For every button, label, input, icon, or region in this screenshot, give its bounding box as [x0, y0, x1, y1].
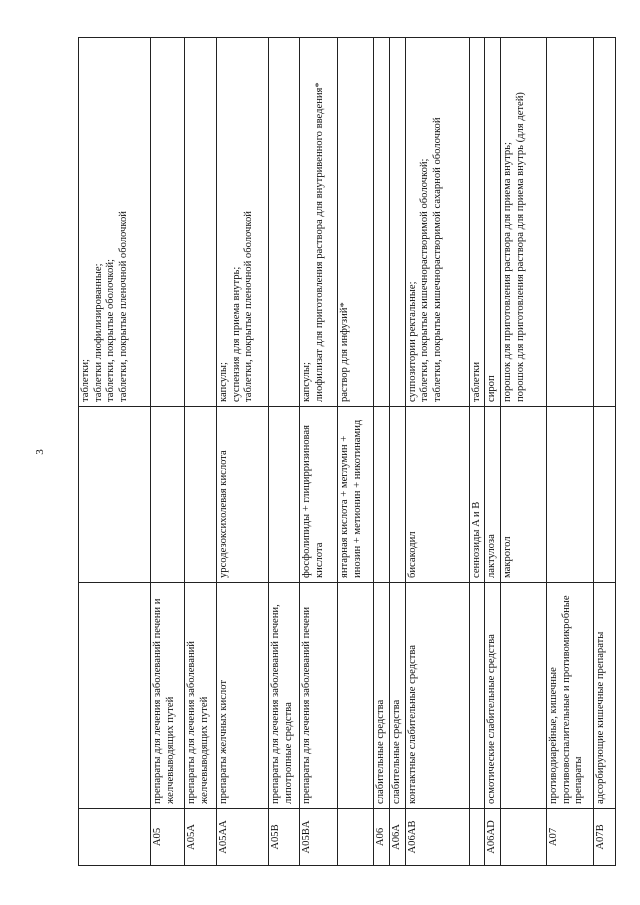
dosage-forms-cell	[594, 38, 616, 407]
table-row	[269, 38, 300, 866]
atc-code-cell: A05BA	[300, 809, 338, 866]
table-row	[151, 38, 185, 866]
dosage-forms-cell	[469, 38, 485, 407]
pharmacological-group-cell: противодиарейные, кишечные противовоспалительные и противомикробные препараты	[547, 583, 594, 809]
drug-name-cell	[269, 407, 300, 583]
dosage-forms-cell	[501, 38, 547, 407]
dosage-forms-cell	[390, 38, 406, 407]
dosage-form-line: суппозитории ректальные;	[406, 281, 418, 402]
atc-code-cell: A06A	[390, 809, 406, 866]
dosage-forms-cell	[151, 38, 185, 407]
dosage-form-line: таблетки, покрытые пленочной оболочкой	[243, 211, 254, 402]
table-row	[185, 38, 217, 866]
drug-name-cell	[151, 407, 185, 583]
dosage-form-line: капсулы;	[301, 362, 312, 402]
drug-name-cell: урсодезоксихолевая кислота	[217, 407, 269, 583]
dosage-form-line: лиофилизат для приготовления раствора для внутривенного введения*	[313, 82, 325, 402]
atc-code-cell: A05	[151, 809, 185, 866]
table-row	[485, 38, 501, 866]
dosage-forms-cell	[374, 38, 390, 407]
pharmacological-group-cell: препараты для лечения заболеваний желчевыводящих путей	[185, 583, 217, 809]
page-number: 3	[34, 449, 46, 455]
table-row	[501, 38, 547, 866]
pharmacological-group-cell: препараты для лечения заболеваний печени и желчевыводящих путей	[151, 583, 185, 809]
dosage-forms-cell	[217, 38, 269, 407]
table-row	[594, 38, 616, 866]
drug-name-cell	[79, 407, 151, 583]
dosage-forms-cell	[300, 38, 338, 407]
dosage-form-line: порошок для приготовления раствора для приема внутрь;	[502, 142, 513, 402]
pharmacological-group-cell: контактные слабительные средства	[405, 583, 469, 809]
pharmacological-group-cell: препараты для лечения заболеваний печени	[300, 583, 338, 809]
drug-name-cell: макрогол	[501, 407, 547, 583]
drug-name-cell: янтарная кислота + меглумин + инозин + метионин + никотинамид	[338, 407, 374, 583]
dosage-form-line: таблетки	[470, 361, 482, 402]
drug-name-cell: бисакодил	[405, 407, 469, 583]
table-row	[547, 38, 594, 866]
table-row	[79, 38, 151, 866]
dosage-form-line: раствор для инфузий*	[339, 302, 350, 402]
dosage-form-line: таблетки, покрытые кишечнорастворимой сахарной оболочкой	[431, 117, 443, 402]
dosage-forms-cell	[485, 38, 501, 407]
pharmacological-group-cell: препараты желчных кислот	[217, 583, 269, 809]
rotated-table-area	[78, 38, 612, 866]
drug-name-cell	[185, 407, 217, 583]
drug-name-cell	[547, 407, 594, 583]
dosage-form-line: таблетки лиофилизированные;	[92, 263, 104, 402]
dosage-forms-cell	[269, 38, 300, 407]
atc-code-cell: A05A	[185, 809, 217, 866]
dosage-form-line: таблетки, покрытые кишечнорастворимой оболочкой;	[419, 158, 430, 402]
table-row	[338, 38, 374, 866]
atc-code-cell: A07B	[594, 809, 616, 866]
atc-code-cell: A05AA	[217, 809, 269, 866]
drug-name-cell: сеннозиды A и B	[469, 407, 485, 583]
drug-name-cell: лактулоза	[485, 407, 501, 583]
dosage-form-line: таблетки, покрытые оболочкой;	[105, 259, 116, 402]
table-row	[390, 38, 406, 866]
atc-code-cell: A06	[374, 809, 390, 866]
rotated-table-canvas	[78, 38, 612, 866]
atc-code-cell: A05B	[269, 809, 300, 866]
drug-table	[78, 37, 616, 866]
pharmacological-group-cell: слабительные средства	[390, 583, 406, 809]
pharmacological-group-cell: препараты для лечения заболеваний печени, липотропные средства	[269, 583, 300, 809]
pharmacological-group-cell	[79, 583, 151, 809]
dosage-forms-cell	[185, 38, 217, 407]
dosage-form-line: капсулы;	[218, 362, 229, 402]
dosage-form-line: таблетки;	[80, 359, 91, 402]
table-row	[405, 38, 469, 866]
atc-code-cell	[79, 809, 151, 866]
pharmacological-group-cell: осмотические слабительные средства	[485, 583, 501, 809]
drug-name-cell: фосфолипиды + глицирризиновая кислота	[300, 407, 338, 583]
table-row	[469, 38, 485, 866]
pharmacological-group-cell: слабительные средства	[374, 583, 390, 809]
atc-code-cell: A07	[547, 809, 594, 866]
atc-code-cell	[338, 809, 374, 866]
dosage-form-line: порошок для приготовления раствора для приема внутрь (для детей)	[514, 92, 526, 402]
pharmacological-group-cell	[501, 583, 547, 809]
atc-code-cell	[469, 809, 485, 866]
table-row	[217, 38, 269, 866]
pharmacological-group-cell: адсорбирующие кишечные препараты	[594, 583, 616, 809]
dosage-forms-cell	[405, 38, 469, 407]
dosage-forms-cell	[547, 38, 594, 407]
drug-name-cell	[390, 407, 406, 583]
atc-code-cell: A06AD	[485, 809, 501, 866]
pharmacological-group-cell	[469, 583, 485, 809]
dosage-forms-cell	[79, 38, 151, 407]
table-row	[374, 38, 390, 866]
dosage-form-line: суспензия для приема внутрь;	[230, 266, 242, 402]
drug-name-cell	[594, 407, 616, 583]
dosage-forms-cell	[338, 38, 374, 407]
table-row	[300, 38, 338, 866]
dosage-form-line: таблетки, покрытые пленочной оболочкой	[117, 211, 129, 402]
pharmacological-group-cell	[338, 583, 374, 809]
drug-name-cell	[374, 407, 390, 583]
atc-code-cell: A06AB	[405, 809, 469, 866]
atc-code-cell	[501, 809, 547, 866]
dosage-form-line: сироп	[486, 375, 497, 402]
